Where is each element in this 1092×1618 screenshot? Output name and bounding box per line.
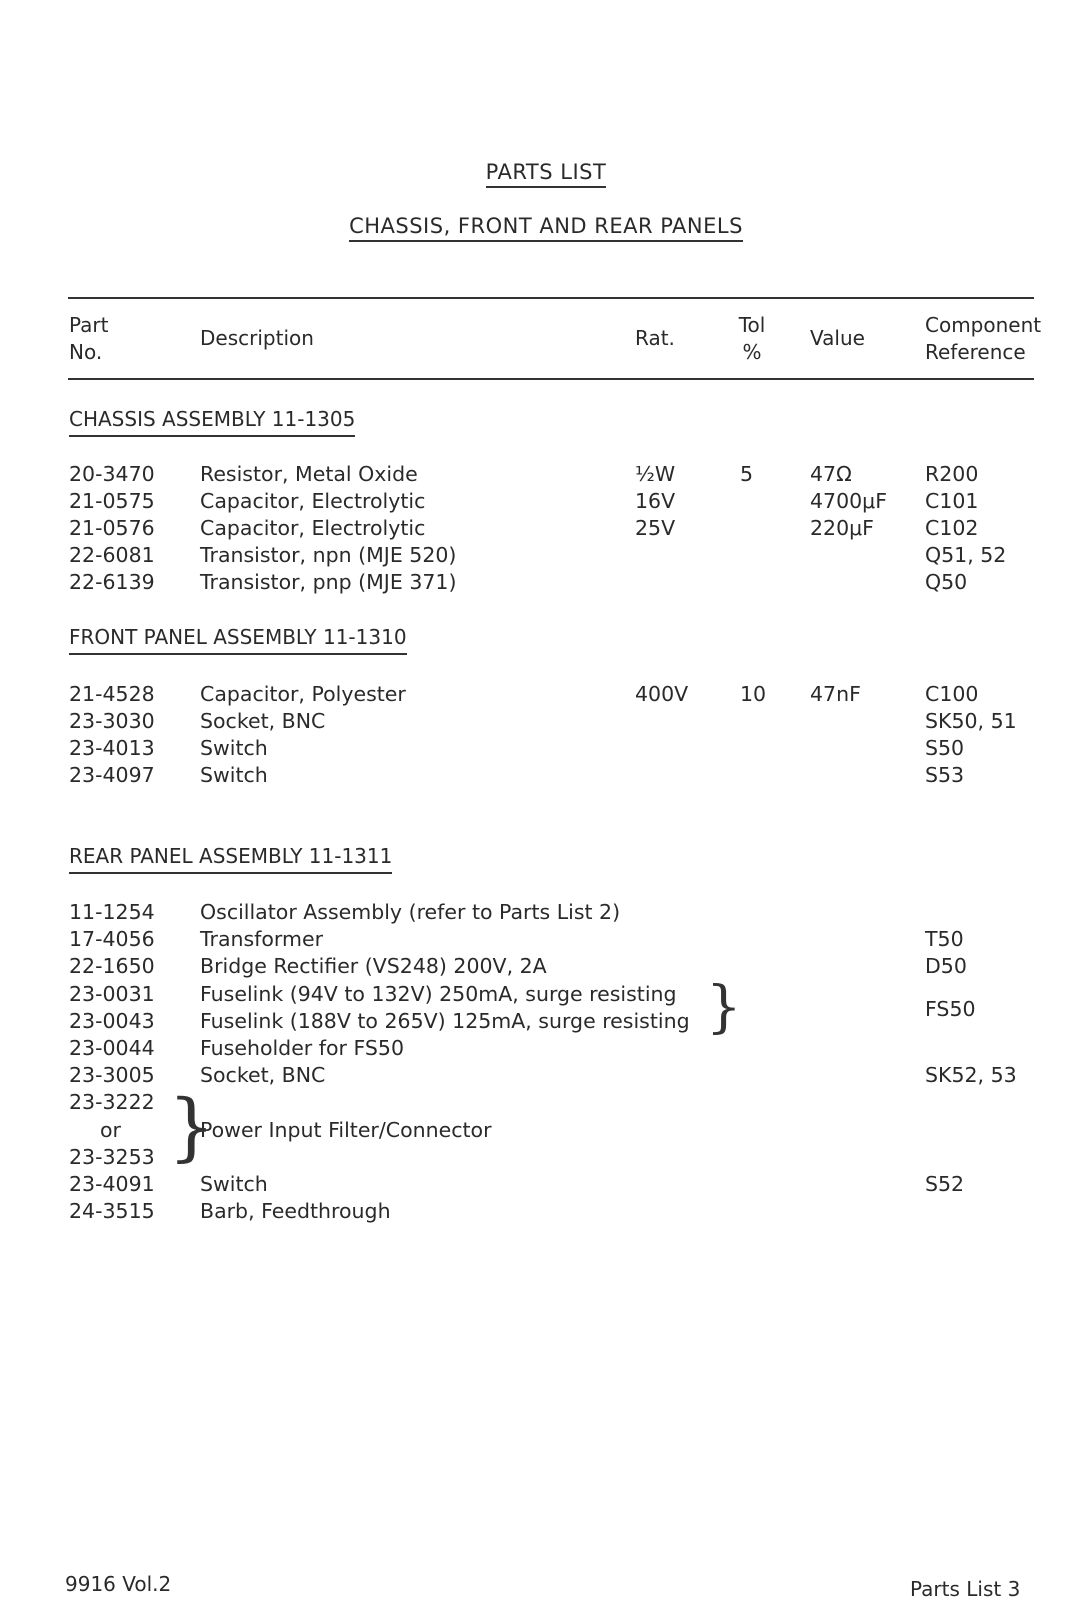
part-number: 22-1650: [69, 954, 155, 978]
component-reference: SK52, 53: [925, 1063, 1017, 1087]
footer-page-label: Parts List 3: [910, 1577, 1021, 1601]
part-number: 23-0043: [69, 1009, 155, 1033]
part-description: Socket, BNC: [200, 1063, 326, 1087]
part-description: Switch: [200, 736, 268, 760]
part-description: Socket, BNC: [200, 709, 326, 733]
part-value: 47Ω: [810, 462, 852, 486]
component-reference: C101: [925, 489, 979, 513]
component-reference: D50: [925, 954, 967, 978]
part-description: Switch: [200, 763, 268, 787]
part-tolerance: 5: [740, 462, 754, 486]
table-row: [0, 761, 1092, 789]
part-number: 24-3515: [69, 1199, 155, 1223]
part-number: 23-4091: [69, 1172, 155, 1196]
table-row: [0, 898, 1092, 926]
table-row: [0, 1088, 1092, 1116]
component-reference-fuselink: FS50: [925, 997, 976, 1021]
fuselink-brace: }: [706, 975, 742, 1040]
part-number: 11-1254: [69, 900, 155, 924]
part-number-alternative: or: [100, 1118, 121, 1142]
part-value: 47nF: [810, 682, 861, 706]
part-number: 23-4013: [69, 736, 155, 760]
table-row: [0, 952, 1092, 980]
part-rating: ½W: [635, 462, 676, 486]
part-description: Capacitor, Electrolytic: [200, 489, 426, 513]
part-rating: 400V: [635, 682, 689, 706]
table-top-rule: [68, 297, 1034, 299]
component-reference: S50: [925, 736, 965, 760]
part-value: 220μF: [810, 516, 874, 540]
section-heading-rear-panel: REAR PANEL ASSEMBLY 11-1311: [69, 843, 392, 874]
table-row: [0, 460, 1092, 488]
header-component-reference: Component Reference: [925, 313, 1042, 364]
component-reference: Q51, 52: [925, 543, 1007, 567]
header-description: Description: [200, 326, 314, 350]
component-reference: Q50: [925, 570, 968, 594]
component-reference: C102: [925, 516, 979, 540]
part-number: 21-0576: [69, 516, 155, 540]
part-description: Fuselink (188V to 265V) 125mA, surge resisting: [200, 1009, 690, 1033]
part-number: 23-4097: [69, 763, 155, 787]
table-row: [0, 568, 1092, 596]
part-description: Transistor, npn (MJE 520): [200, 543, 457, 567]
component-reference: S53: [925, 763, 965, 787]
table-row: [0, 680, 1092, 708]
part-description: Barb, Feedthrough: [200, 1199, 391, 1223]
part-description: Transformer: [200, 927, 324, 951]
component-reference: T50: [925, 927, 964, 951]
page-title: PARTS LIST: [0, 160, 1092, 184]
table-row: [0, 734, 1092, 762]
part-number: 23-0044: [69, 1036, 155, 1060]
part-description: Capacitor, Electrolytic: [200, 516, 426, 540]
table-row: [0, 1197, 1092, 1225]
component-reference: C100: [925, 682, 979, 706]
section-heading-front-panel: FRONT PANEL ASSEMBLY 11-1310: [69, 624, 407, 655]
part-rating: 16V: [635, 489, 676, 513]
part-description: Transistor, pnp (MJE 371): [200, 570, 457, 594]
part-number: 22-6139: [69, 570, 155, 594]
section-heading-chassis: CHASSIS ASSEMBLY 11-1305: [69, 406, 355, 437]
table-row: [0, 1116, 1092, 1144]
table-row: [0, 487, 1092, 515]
table-row: [0, 707, 1092, 735]
table-row: [0, 1143, 1092, 1171]
part-description: Fuseholder for FS50: [200, 1036, 404, 1060]
part-rating: 25V: [635, 516, 676, 540]
page-subtitle: CHASSIS, FRONT AND REAR PANELS: [0, 214, 1092, 238]
part-number: 23-3005: [69, 1063, 155, 1087]
table-row: [0, 1061, 1092, 1089]
header-part-no: Part No.: [69, 313, 109, 364]
power-filter-brace: }: [168, 1084, 216, 1170]
part-number: 23-3030: [69, 709, 155, 733]
part-description: Switch: [200, 1172, 268, 1196]
part-number: 23-3222: [69, 1090, 155, 1114]
table-row: [0, 1034, 1092, 1062]
part-description: Oscillator Assembly (refer to Parts List 2): [200, 900, 621, 924]
footer-document-id: 9916 Vol.2: [65, 1572, 172, 1596]
part-value: 4700μF: [810, 489, 888, 513]
part-tolerance: 10: [740, 682, 767, 706]
part-number: 22-6081: [69, 543, 155, 567]
part-description: Fuselink (94V to 132V) 250mA, surge resisting: [200, 982, 677, 1006]
component-reference: S52: [925, 1172, 965, 1196]
header-value: Value: [810, 326, 865, 350]
part-number: 21-0575: [69, 489, 155, 513]
part-number: 17-4056: [69, 927, 155, 951]
table-row: [0, 541, 1092, 569]
table-header-rule: [68, 378, 1034, 380]
part-number: 21-4528: [69, 682, 155, 706]
table-row: [0, 514, 1092, 542]
component-reference: SK50, 51: [925, 709, 1017, 733]
part-number: 20-3470: [69, 462, 155, 486]
component-reference: R200: [925, 462, 979, 486]
table-row: [0, 925, 1092, 953]
part-description: Bridge Rectifier (VS248) 200V, 2A: [200, 954, 547, 978]
part-number: 23-0031: [69, 982, 155, 1006]
part-description: Resistor, Metal Oxide: [200, 462, 418, 486]
part-description: Power Input Filter/Connector: [200, 1118, 492, 1142]
table-row: [0, 1170, 1092, 1198]
part-number: 23-3253: [69, 1145, 155, 1169]
part-description: Capacitor, Polyester: [200, 682, 406, 706]
header-rating: Rat.: [635, 326, 675, 350]
header-tolerance: Tol %: [738, 313, 766, 364]
